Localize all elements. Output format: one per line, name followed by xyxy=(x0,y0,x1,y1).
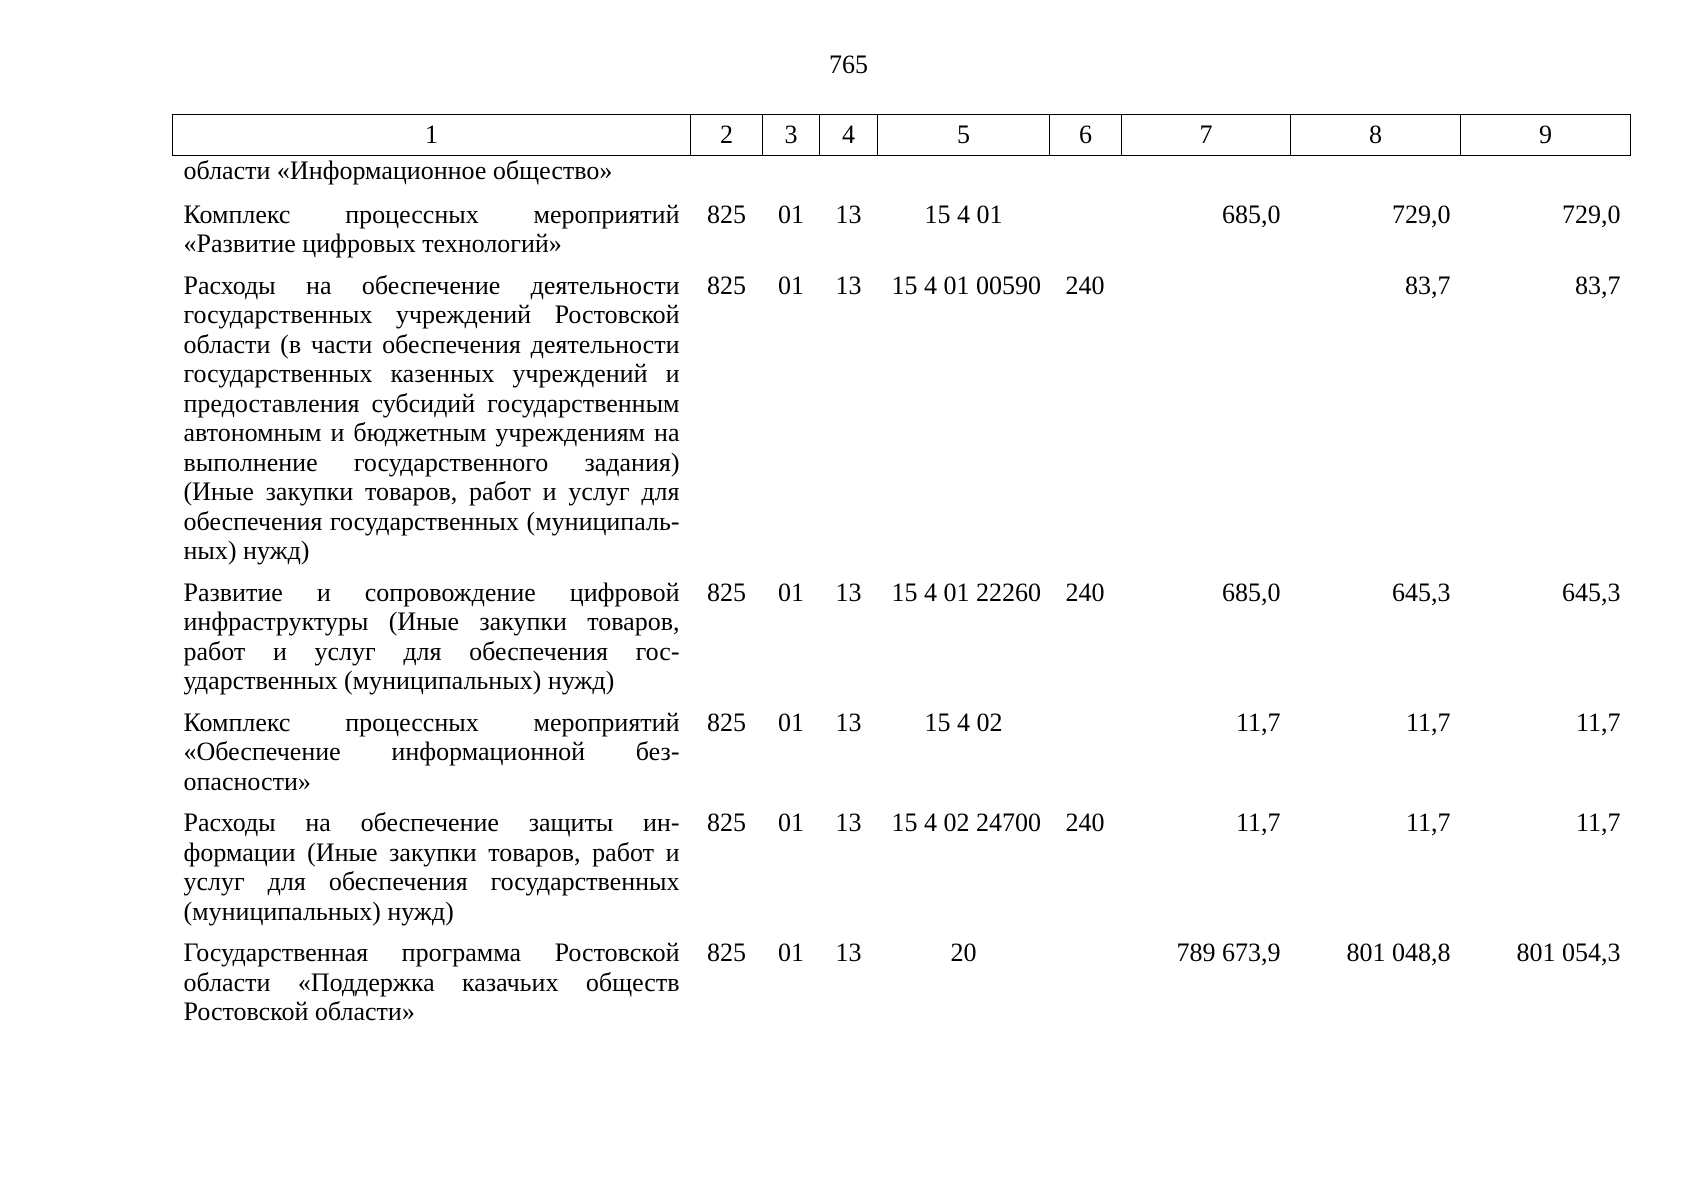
row-amount-col8: 11,7 xyxy=(1405,707,1451,737)
page-number: 765 xyxy=(829,50,868,79)
row-amount-col9: 801 054,3 xyxy=(1516,938,1621,967)
table-body xyxy=(173,156,1631,1039)
row-amount-col7: 11,7 xyxy=(1235,707,1281,737)
row-name: Государственная программа Ростовской области «Поддержка казачьих обществ Ростовской области» xyxy=(183,938,680,1026)
table-row xyxy=(173,808,1631,938)
row-expense-type xyxy=(1050,156,1122,200)
row-ministry-code: 825 xyxy=(707,270,746,300)
row-amount-col7: 11,7 xyxy=(1235,808,1281,837)
row-amount-col7: 685,0 xyxy=(1222,199,1281,229)
row-ministry-code: 825 xyxy=(707,707,746,737)
row-subsection-code: 13 xyxy=(835,577,862,607)
row-expense-type: 240 xyxy=(1065,808,1105,837)
row-amount-col9: 11,7 xyxy=(1575,808,1621,837)
row-target-article: 15 4 02 xyxy=(924,707,1003,737)
row-ministry-code: 825 xyxy=(707,199,746,229)
row-amount-col7 xyxy=(1122,156,1291,200)
row-amount-col8: 83,7 xyxy=(1405,270,1451,300)
row-name: области «Информационное общество» xyxy=(183,156,613,185)
table-row xyxy=(173,578,1631,708)
row-name: Комплекс процессных мероприятий «Развитие цифровых технологий» xyxy=(183,199,680,258)
table-row xyxy=(173,938,1631,1039)
row-amount-col8: 801 048,8 xyxy=(1346,938,1451,967)
column-header-3: 3 xyxy=(763,115,820,156)
column-header-8: 8 xyxy=(1291,115,1461,156)
column-header-2: 2 xyxy=(691,115,763,156)
row-target-article: 20 xyxy=(950,938,977,967)
row-subsection-code xyxy=(820,156,878,200)
column-header-6: 6 xyxy=(1050,115,1122,156)
row-subsection-code: 13 xyxy=(835,707,862,737)
row-section-code xyxy=(763,156,820,200)
column-header-9: 9 xyxy=(1461,115,1631,156)
row-amount-col8: 11,7 xyxy=(1405,808,1451,837)
row-ministry-code xyxy=(691,156,763,200)
header-row xyxy=(173,115,1631,156)
row-name: Расходы на обеспечение деятельности государственных учреждений Ростовской области (в части обеспечения деятельности государственных казенных учреждений и предоставления субсидий государственным автономным и бюджетным учреждениям на выполнение государственного задания) (Иные закупки товаров, работ и услуг для обеспечения государственных (муниципальных) нужд) xyxy=(183,270,680,565)
row-section-code: 01 xyxy=(778,808,804,837)
row-expense-type xyxy=(1050,938,1122,1039)
row-amount-col8: 729,0 xyxy=(1392,199,1451,229)
row-section-code: 01 xyxy=(778,577,804,607)
row-amount-col9: 83,7 xyxy=(1575,270,1621,300)
row-section-code: 01 xyxy=(778,938,804,967)
row-expense-type: 240 xyxy=(1065,577,1105,607)
row-expense-type xyxy=(1050,708,1122,809)
row-amount-col7: 789 673,9 xyxy=(1176,938,1281,967)
row-amount-col9: 729,0 xyxy=(1562,199,1621,229)
row-subsection-code: 13 xyxy=(835,199,862,229)
row-subsection-code: 13 xyxy=(835,808,862,837)
row-expense-type xyxy=(1050,200,1122,271)
row-section-code: 01 xyxy=(778,707,804,737)
column-header-1: 1 xyxy=(173,115,691,156)
table-row xyxy=(173,156,1631,200)
row-name: Развитие и сопровождение цифровой инфраструктуры (Иные закупки товаров, работ и услуг для обеспечения государственных (муниципальных) нужд) xyxy=(183,577,680,695)
row-name: Расходы на обеспечение защиты информации (Иные закупки товаров, работ и услуг для обеспечения государственных (муниципальных) нужд) xyxy=(183,808,680,926)
row-amount-col8 xyxy=(1291,156,1461,200)
row-target-article: 15 4 01 00590 xyxy=(891,270,1041,300)
column-header-7: 7 xyxy=(1122,115,1291,156)
row-amount-col7 xyxy=(1122,271,1291,578)
row-target-article: 15 4 01 22260 xyxy=(891,577,1041,607)
row-target-article: 15 4 02 24700 xyxy=(891,808,1041,837)
row-subsection-code: 13 xyxy=(835,270,862,300)
row-target-article: 15 4 01 xyxy=(924,199,1003,229)
row-amount-col8: 645,3 xyxy=(1392,577,1451,607)
row-ministry-code: 825 xyxy=(707,938,746,967)
row-amount-col9: 11,7 xyxy=(1575,707,1621,737)
budget-table xyxy=(172,114,1631,1039)
row-ministry-code: 825 xyxy=(707,577,746,607)
row-name: Комплекс процессных мероприятий «Обеспечение информационной безопасности» xyxy=(183,707,680,796)
row-subsection-code: 13 xyxy=(835,938,862,967)
table-header xyxy=(173,115,1631,156)
row-amount-col9: 645,3 xyxy=(1562,577,1621,607)
table-row xyxy=(173,271,1631,578)
column-header-5: 5 xyxy=(878,115,1050,156)
column-header-4: 4 xyxy=(820,115,878,156)
row-expense-type: 240 xyxy=(1065,270,1105,300)
row-amount-col9 xyxy=(1461,156,1631,200)
row-section-code: 01 xyxy=(778,270,804,300)
row-ministry-code: 825 xyxy=(707,808,746,837)
table-row xyxy=(173,200,1631,271)
table-row xyxy=(173,708,1631,809)
row-section-code: 01 xyxy=(778,199,804,229)
row-amount-col7: 685,0 xyxy=(1222,577,1281,607)
row-target-article xyxy=(878,156,1050,200)
